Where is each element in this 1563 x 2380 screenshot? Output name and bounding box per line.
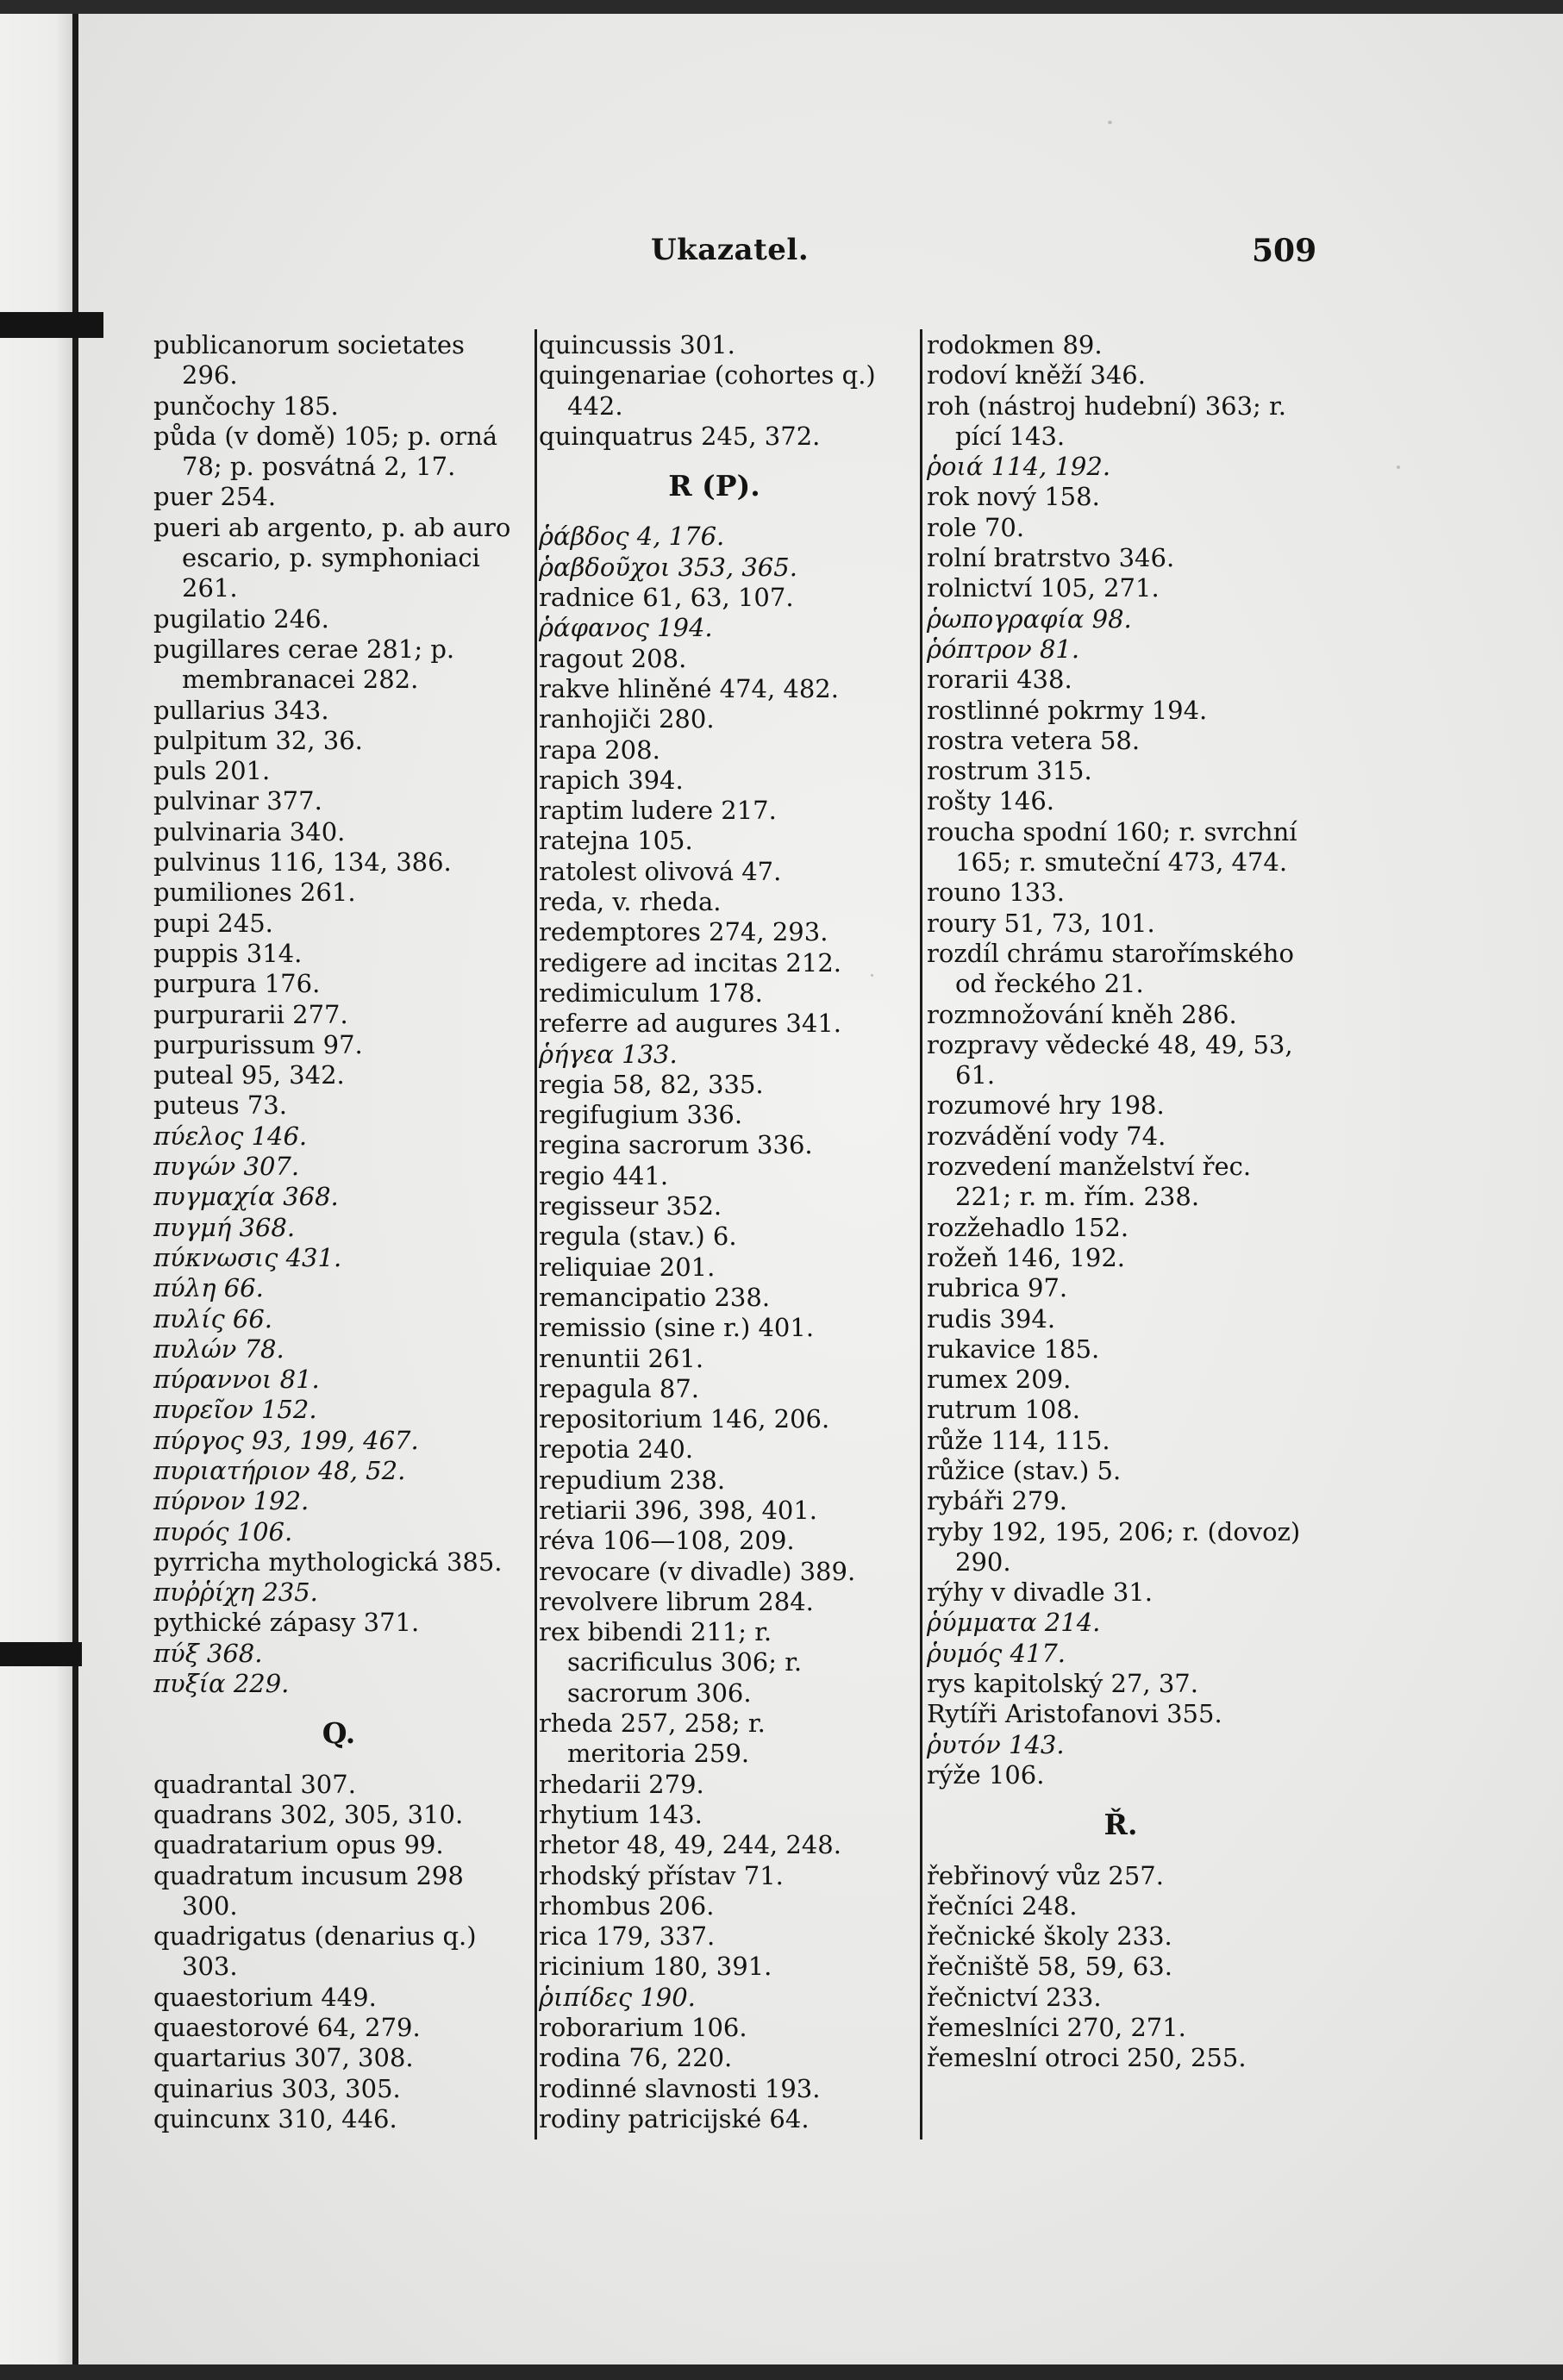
- index-entry: pulvinar 377.: [153, 786, 322, 816]
- index-entry: regisseur 352.: [539, 1191, 722, 1221]
- index-entry: quaestorové 64, 279.: [153, 2013, 421, 2043]
- index-entry: puteal 95, 342.: [153, 1060, 345, 1090]
- index-entry: radnice 61, 63, 107.: [539, 583, 794, 613]
- index-entry: rhedarii 279.: [539, 1769, 704, 1799]
- index-entry: regia 58, 82, 335.: [539, 1069, 764, 1099]
- index-entry: rica 179, 337.: [539, 1921, 716, 1952]
- index-column-3: [927, 330, 1315, 2074]
- index-entry: rodinné slavnosti 193.: [539, 2073, 821, 2103]
- index-entry: rozpravy vědecké 48, 49, 53, 61.: [927, 1029, 1293, 1090]
- section-letter-heading: Ř.: [1103, 1808, 1138, 1842]
- index-entry: quingenariae (cohortes q.) 442.: [539, 360, 876, 421]
- index-entry: růže 114, 115.: [927, 1425, 1110, 1455]
- index-entry: rapa 208.: [539, 734, 660, 765]
- index-entry: regio 441.: [539, 1160, 669, 1190]
- index-entry: πύκνωσις 431.: [153, 1242, 342, 1272]
- section-letter-heading: Q.: [322, 1716, 356, 1751]
- index-entry: quartarius 307, 308.: [153, 2043, 414, 2073]
- index-entry: ranhojiči 280.: [539, 704, 715, 734]
- index-entry: pullarius 343.: [153, 695, 329, 725]
- index-entry: ratolest olivová 47.: [539, 856, 782, 886]
- index-entry: quadrigatus (denarius q.) 303.: [153, 1921, 477, 1982]
- index-entry: réva 106—108, 209.: [539, 1526, 795, 1556]
- index-entry: puer 254.: [153, 482, 277, 512]
- index-entry: ragout 208.: [539, 643, 687, 673]
- index-entry: rostra vetera 58.: [927, 725, 1141, 755]
- index-entry: πύρνον 192.: [153, 1486, 309, 1516]
- index-entry: πυῤῥίχη 235.: [153, 1577, 318, 1608]
- index-entry: roucha spodní 160; r. svrchní 165; r. smuteční 473, 474.: [927, 816, 1297, 878]
- index-entry: pulpitum 32, 36.: [153, 725, 363, 755]
- index-entry: rys kapitolský 27, 37.: [927, 1669, 1198, 1699]
- index-entry: ῥοιά 114, 192.: [927, 452, 1111, 482]
- index-entry: pumiliones 261.: [153, 878, 356, 908]
- index-entry: rakve hliněné 474, 482.: [539, 673, 839, 703]
- index-entry: redigere ad incitas 212.: [539, 947, 841, 978]
- index-entry: purpura 176.: [153, 969, 321, 999]
- index-entry: rubrica 97.: [927, 1273, 1068, 1303]
- index-entry: referre ad augures 341.: [539, 1009, 842, 1039]
- index-entry: regina sacrorum 336.: [539, 1130, 813, 1160]
- index-entry: πυλών 78.: [153, 1334, 284, 1364]
- index-entry: quinquatrus 245, 372.: [539, 421, 821, 451]
- index-entry: řemeslníci 270, 271.: [927, 2013, 1186, 2043]
- index-entry: Rytíři Aristofanovi 355.: [927, 1699, 1222, 1729]
- index-entry: řečnické školy 233.: [927, 1921, 1172, 1952]
- index-entry: role 70.: [927, 512, 1025, 542]
- index-entry: repositorium 146, 206.: [539, 1404, 830, 1434]
- index-entry: rodoví kněží 346.: [927, 360, 1146, 390]
- index-entry: řečníci 248.: [927, 1890, 1078, 1921]
- index-entry: publicanorum societates 296.: [153, 330, 465, 390]
- index-entry: πυγμαχία 368.: [153, 1182, 339, 1212]
- top-border: [0, 0, 1563, 14]
- index-entry: ricinium 180, 391.: [539, 1952, 772, 1982]
- index-entry: πυριατήριον 48, 52.: [153, 1455, 406, 1485]
- column-rule: [920, 329, 922, 2140]
- index-entry: πύλη 66.: [153, 1273, 264, 1303]
- index-entry: quadrantal 307.: [153, 1769, 356, 1799]
- index-entry: ryby 192, 195, 206; r. (dovoz) 290.: [927, 1516, 1301, 1577]
- index-entry: rok nový 158.: [927, 482, 1100, 512]
- index-entry: rouno 133.: [927, 878, 1065, 908]
- index-entry: pyrricha mythologická 385.: [153, 1546, 503, 1577]
- index-entry: rozvádění vody 74.: [927, 1121, 1166, 1151]
- index-entry: rheda 257, 258; r. meritoria 259.: [539, 1708, 766, 1769]
- index-entry: retiarii 396, 398, 401.: [539, 1495, 818, 1525]
- bottom-border: [0, 2364, 1563, 2380]
- index-entry: ratejna 105.: [539, 826, 693, 856]
- index-entry: purpurarii 277.: [153, 999, 348, 1029]
- index-entry: rybáři 279.: [927, 1486, 1068, 1516]
- index-entry: rodokmen 89.: [927, 330, 1103, 359]
- index-entry: rostlinné pokrmy 194.: [927, 695, 1208, 725]
- index-tab-mark: [0, 1642, 82, 1666]
- index-entry: repotia 240.: [539, 1434, 694, 1465]
- index-entry: rodiny patricijské 64.: [539, 2103, 810, 2133]
- index-entry: řebřinový vůz 257.: [927, 1860, 1164, 1890]
- index-column-1: [153, 330, 524, 2134]
- index-entry: quinarius 303, 305.: [153, 2073, 401, 2103]
- index-entry: πυρεῖον 152.: [153, 1395, 317, 1425]
- index-entry: πύραννοι 81.: [153, 1365, 320, 1395]
- index-entry: rhodský přístav 71.: [539, 1860, 784, 1890]
- page-number: 509: [1252, 233, 1317, 269]
- index-entry: řečnictví 233.: [927, 1982, 1102, 2012]
- index-entry: repudium 238.: [539, 1465, 726, 1495]
- index-entry: ῥυμός 417.: [927, 1638, 1066, 1668]
- index-entry: raptim ludere 217.: [539, 796, 777, 826]
- index-entry: reliquiae 201.: [539, 1252, 716, 1282]
- index-column-2: [539, 330, 890, 2134]
- running-head: Ukazatel.: [651, 233, 810, 267]
- index-entry: ῥιπίδες 190.: [539, 1982, 696, 2012]
- column-rule: [535, 329, 537, 2140]
- index-entry: puls 201.: [153, 756, 271, 786]
- index-entry: punčochy 185.: [153, 390, 339, 421]
- index-entry: pugilatio 246.: [153, 603, 329, 634]
- index-entry: πυλίς 66.: [153, 1303, 273, 1334]
- index-entry: repagula 87.: [539, 1373, 700, 1403]
- index-entry: rorarii 438.: [927, 665, 1072, 695]
- index-entry: rýže 106.: [927, 1759, 1045, 1790]
- index-entry: ῥάβδος 4, 176.: [539, 522, 725, 552]
- section-letter-heading: R (P).: [668, 469, 760, 503]
- index-entry: πυρός 106.: [153, 1516, 293, 1546]
- index-entry: quadrans 302, 305, 310.: [153, 1799, 464, 1829]
- index-entry: ῥήγεα 133.: [539, 1039, 678, 1069]
- index-entry: πυξία 229.: [153, 1669, 290, 1699]
- index-entry: remissio (sine r.) 401.: [539, 1313, 815, 1343]
- index-entry: rošty 146.: [927, 786, 1055, 816]
- index-entry: roh (nástroj hudební) 363; r. pící 143.: [927, 390, 1286, 451]
- paper-speck: [871, 974, 873, 977]
- index-entry: rutrum 108.: [927, 1395, 1081, 1425]
- index-entry: rhombus 206.: [539, 1890, 715, 1921]
- index-entry: redimiculum 178.: [539, 978, 763, 1008]
- index-entry: rhetor 48, 49, 244, 248.: [539, 1830, 841, 1860]
- index-entry: puppis 314.: [153, 938, 303, 968]
- index-entry: ῥόπτρον 81.: [927, 634, 1080, 664]
- index-entry: rozumové hry 198.: [927, 1090, 1165, 1121]
- index-entry: quadratarium opus 99.: [153, 1830, 444, 1860]
- index-entry: revocare (v divadle) 389.: [539, 1556, 856, 1586]
- index-entry: ῥάφανος 194.: [539, 613, 713, 643]
- index-entry: rolnictví 105, 271.: [927, 573, 1160, 603]
- index-entry: rex bibendi 211; r. sacrificulus 306; r. sacrorum 306.: [539, 1617, 803, 1708]
- index-entry: rostrum 315.: [927, 756, 1092, 786]
- index-entry: rolní bratrstvo 346.: [927, 543, 1175, 573]
- index-entry: ῥωπογραφία 98.: [927, 603, 1132, 634]
- index-entry: remancipatio 238.: [539, 1282, 771, 1312]
- index-entry: řečniště 58, 59, 63.: [927, 1952, 1172, 1982]
- index-entry: purpurissum 97.: [153, 1029, 363, 1059]
- index-entry: renuntii 261.: [539, 1343, 704, 1373]
- index-entry: quaestorium 449.: [153, 1982, 377, 2012]
- index-entry: rožeň 146, 192.: [927, 1242, 1126, 1272]
- index-entry: rozvedení manželství řec. 221; r. m. řím. 238.: [927, 1152, 1252, 1212]
- index-entry: ῥαβδοῦχοι 353, 365.: [539, 552, 797, 582]
- index-entry: rodina 76, 220.: [539, 2043, 733, 2073]
- paper-speck: [1108, 121, 1112, 124]
- binding-line: [72, 0, 78, 2380]
- index-entry: πυγμή 368.: [153, 1212, 296, 1242]
- index-entry: πύελος 146.: [153, 1121, 308, 1151]
- index-entry: quincunx 310, 446.: [153, 2103, 397, 2133]
- index-entry: rukavice 185.: [927, 1334, 1100, 1364]
- index-entry: rapich 394.: [539, 765, 684, 795]
- index-entry: rozdíl chrámu starořímského od řeckého 21.: [927, 938, 1294, 999]
- paper-speck: [1397, 465, 1400, 469]
- index-entry: πύργος 93, 199, 467.: [153, 1425, 419, 1455]
- index-entry: půda (v domě) 105; p. orná 78; p. posvátná 2, 17.: [153, 421, 498, 482]
- index-entry: pueri ab argento, p. ab auro escario, p. symphoniaci 261.: [153, 512, 511, 603]
- index-entry: řemeslní otroci 250, 255.: [927, 2043, 1247, 2073]
- index-entry: rýhy v divadle 31.: [927, 1577, 1153, 1608]
- index-entry: πύξ 368.: [153, 1638, 263, 1668]
- page-edge: [0, 0, 74, 2380]
- index-entry: pupi 245.: [153, 908, 273, 938]
- index-entry: roborarium 106.: [539, 2013, 747, 2043]
- index-tab-mark: [0, 312, 103, 338]
- index-entry: rumex 209.: [927, 1365, 1072, 1395]
- index-entry: ῥύμματα 214.: [927, 1608, 1101, 1638]
- index-entry: redemptores 274, 293.: [539, 917, 828, 947]
- index-entry: ῥυτόν 143.: [927, 1729, 1065, 1759]
- index-entry: rozžehadlo 152.: [927, 1212, 1129, 1242]
- index-entry: revolvere librum 284.: [539, 1586, 814, 1616]
- index-entry: regifugium 336.: [539, 1100, 743, 1130]
- index-entry: quadratum incusum 298 300.: [153, 1860, 464, 1921]
- index-entry: rozmnožování kněh 286.: [927, 999, 1237, 1029]
- index-entry: pulvinus 116, 134, 386.: [153, 847, 452, 878]
- index-entry: rhytium 143.: [539, 1799, 703, 1829]
- index-entry: roury 51, 73, 101.: [927, 908, 1155, 938]
- index-entry: quincussis 301.: [539, 330, 735, 359]
- index-entry: πυγών 307.: [153, 1152, 300, 1182]
- index-entry: pugillares cerae 281; p. membranacei 282.: [153, 634, 455, 695]
- index-entry: pythické zápasy 371.: [153, 1608, 420, 1638]
- index-entry: regula (stav.) 6.: [539, 1221, 737, 1252]
- index-entry: puteus 73.: [153, 1090, 287, 1121]
- index-entry: růžice (stav.) 5.: [927, 1455, 1122, 1485]
- index-entry: pulvinaria 340.: [153, 816, 346, 846]
- index-entry: reda, v. rheda.: [539, 887, 722, 917]
- index-entry: rudis 394.: [927, 1303, 1056, 1334]
